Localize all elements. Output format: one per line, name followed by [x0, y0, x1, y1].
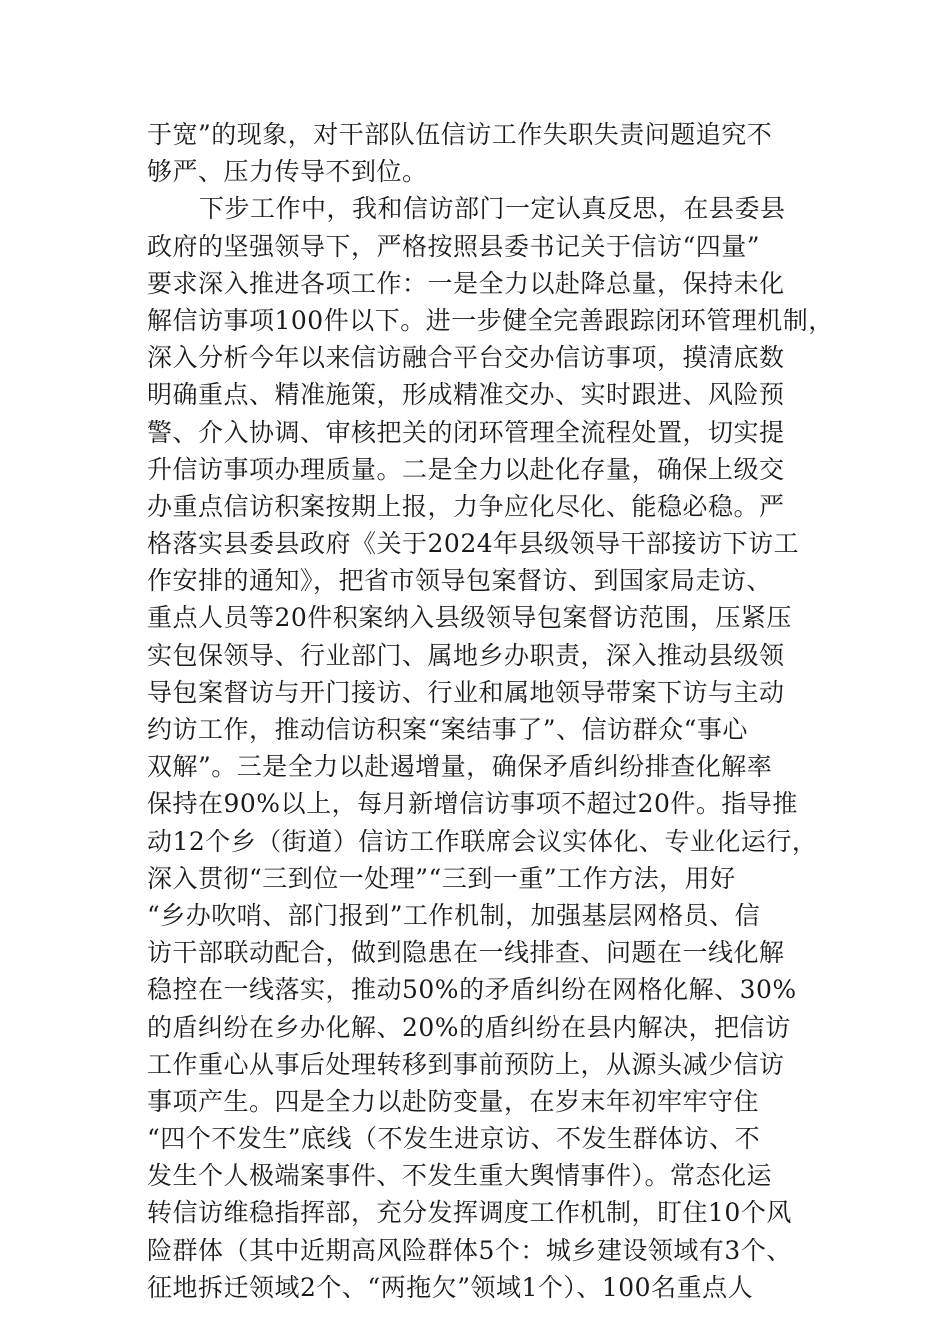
text-line: 动12个乡（街道）信访工作联席会议实体化、专业化运行，: [147, 826, 818, 856]
text-line: 险群体（其中近期高风险群体5个：城乡建设领域有3个、: [147, 1235, 792, 1265]
text-line: 深入贯彻“三到位一处理”“三到一重”工作方法，用好: [147, 863, 736, 893]
text-line: 的盾纠纷在乡办化解、20%的盾纠纷在县内解决，把信访: [147, 1012, 791, 1042]
text-line: 保持在90%以上，每月新增信访事项不超过20件。指导推: [147, 789, 798, 819]
text-line: 事项产生。四是全力以赴防变量，在岁末年初牢牢守住: [147, 1086, 760, 1116]
text-line: 够严、压力传导不到位。: [147, 157, 428, 187]
text-line: 下步工作中，我和信访部门一定认真反思，在县委县: [199, 194, 786, 224]
text-line: 征地拆迁领域2个、“两拖欠”领域1个）、100名重点人: [147, 1272, 754, 1302]
text-line: 导包案督访与开门接访、行业和属地领导带案下访与主动: [147, 677, 785, 707]
text-line: “四个不发生”底线（不发生进京访、不发生群体访、不: [147, 1124, 761, 1154]
body-text: [147, 116, 834, 1306]
text-line: 实包保领导、行业部门、属地乡办职责，深入推动县级领: [147, 640, 785, 670]
text-line: 解信访事项100件以下。进一步健全完善跟踪闭环管理机制，: [147, 305, 834, 335]
paragraph-main: [147, 190, 834, 1306]
text-line: 明确重点、精准施策，形成精准交办、实时跟进、风险预: [147, 380, 785, 410]
text-line: 访干部联动配合，做到隐患在一线排查、问题在一线化解: [147, 938, 785, 968]
text-line: 警、介入协调、审核把关的闭环管理全流程处置，切实提: [147, 417, 785, 447]
text-line: 办重点信访积案按期上报，力争应化尽化、能稳必稳。严: [147, 491, 785, 521]
text-line: 格落实县委县政府《关于2024年县级领导干部接访下访工: [147, 529, 800, 559]
text-line: 工作重心从事后处理转移到事前预防上，从源头减少信访: [147, 1049, 785, 1079]
text-line: 约访工作，推动信访积案“案结事了”、信访群众“事心: [147, 715, 748, 744]
paragraph-continued: [147, 116, 827, 190]
text-line: 深入分析今年以来信访融合平台交办信访事项，摸清底数: [147, 343, 785, 373]
text-line: 稳控在一线落实，推动50%的矛盾纠纷在网格化解、30%: [147, 975, 797, 1005]
text-line: “乡办吹哨、部门报到”工作机制，加强基层网格员、信: [147, 900, 761, 930]
text-line: 双解”。三是全力以赴遏增量，确保矛盾纠纷排查化解率: [147, 752, 773, 782]
text-line: 重点人员等20件积案纳入县级领导包案督访范围，压紧压: [147, 603, 792, 633]
text-line: 要求深入推进各项工作：一是全力以赴降总量，保持未化: [147, 268, 785, 298]
text-line: 转信访维稳指挥部，充分发挥调度工作机制，盯住10个风: [147, 1198, 792, 1228]
text-line: 升信访事项办理质量。二是全力以赴化存量，确保上级交: [147, 454, 785, 484]
text-line: 政府的坚强领导下，严格按照县委书记关于信访“四量”: [147, 231, 761, 261]
text-line: 于宽”的现象，对干部队伍信访工作失职失责问题追究不: [147, 120, 773, 149]
text-line: 作安排的通知》，把省市领导包案督访、到国家局走访、: [147, 566, 773, 596]
text-line: 发生个人极端案事件、不发生重大舆情事件）。常态化运: [147, 1161, 773, 1191]
